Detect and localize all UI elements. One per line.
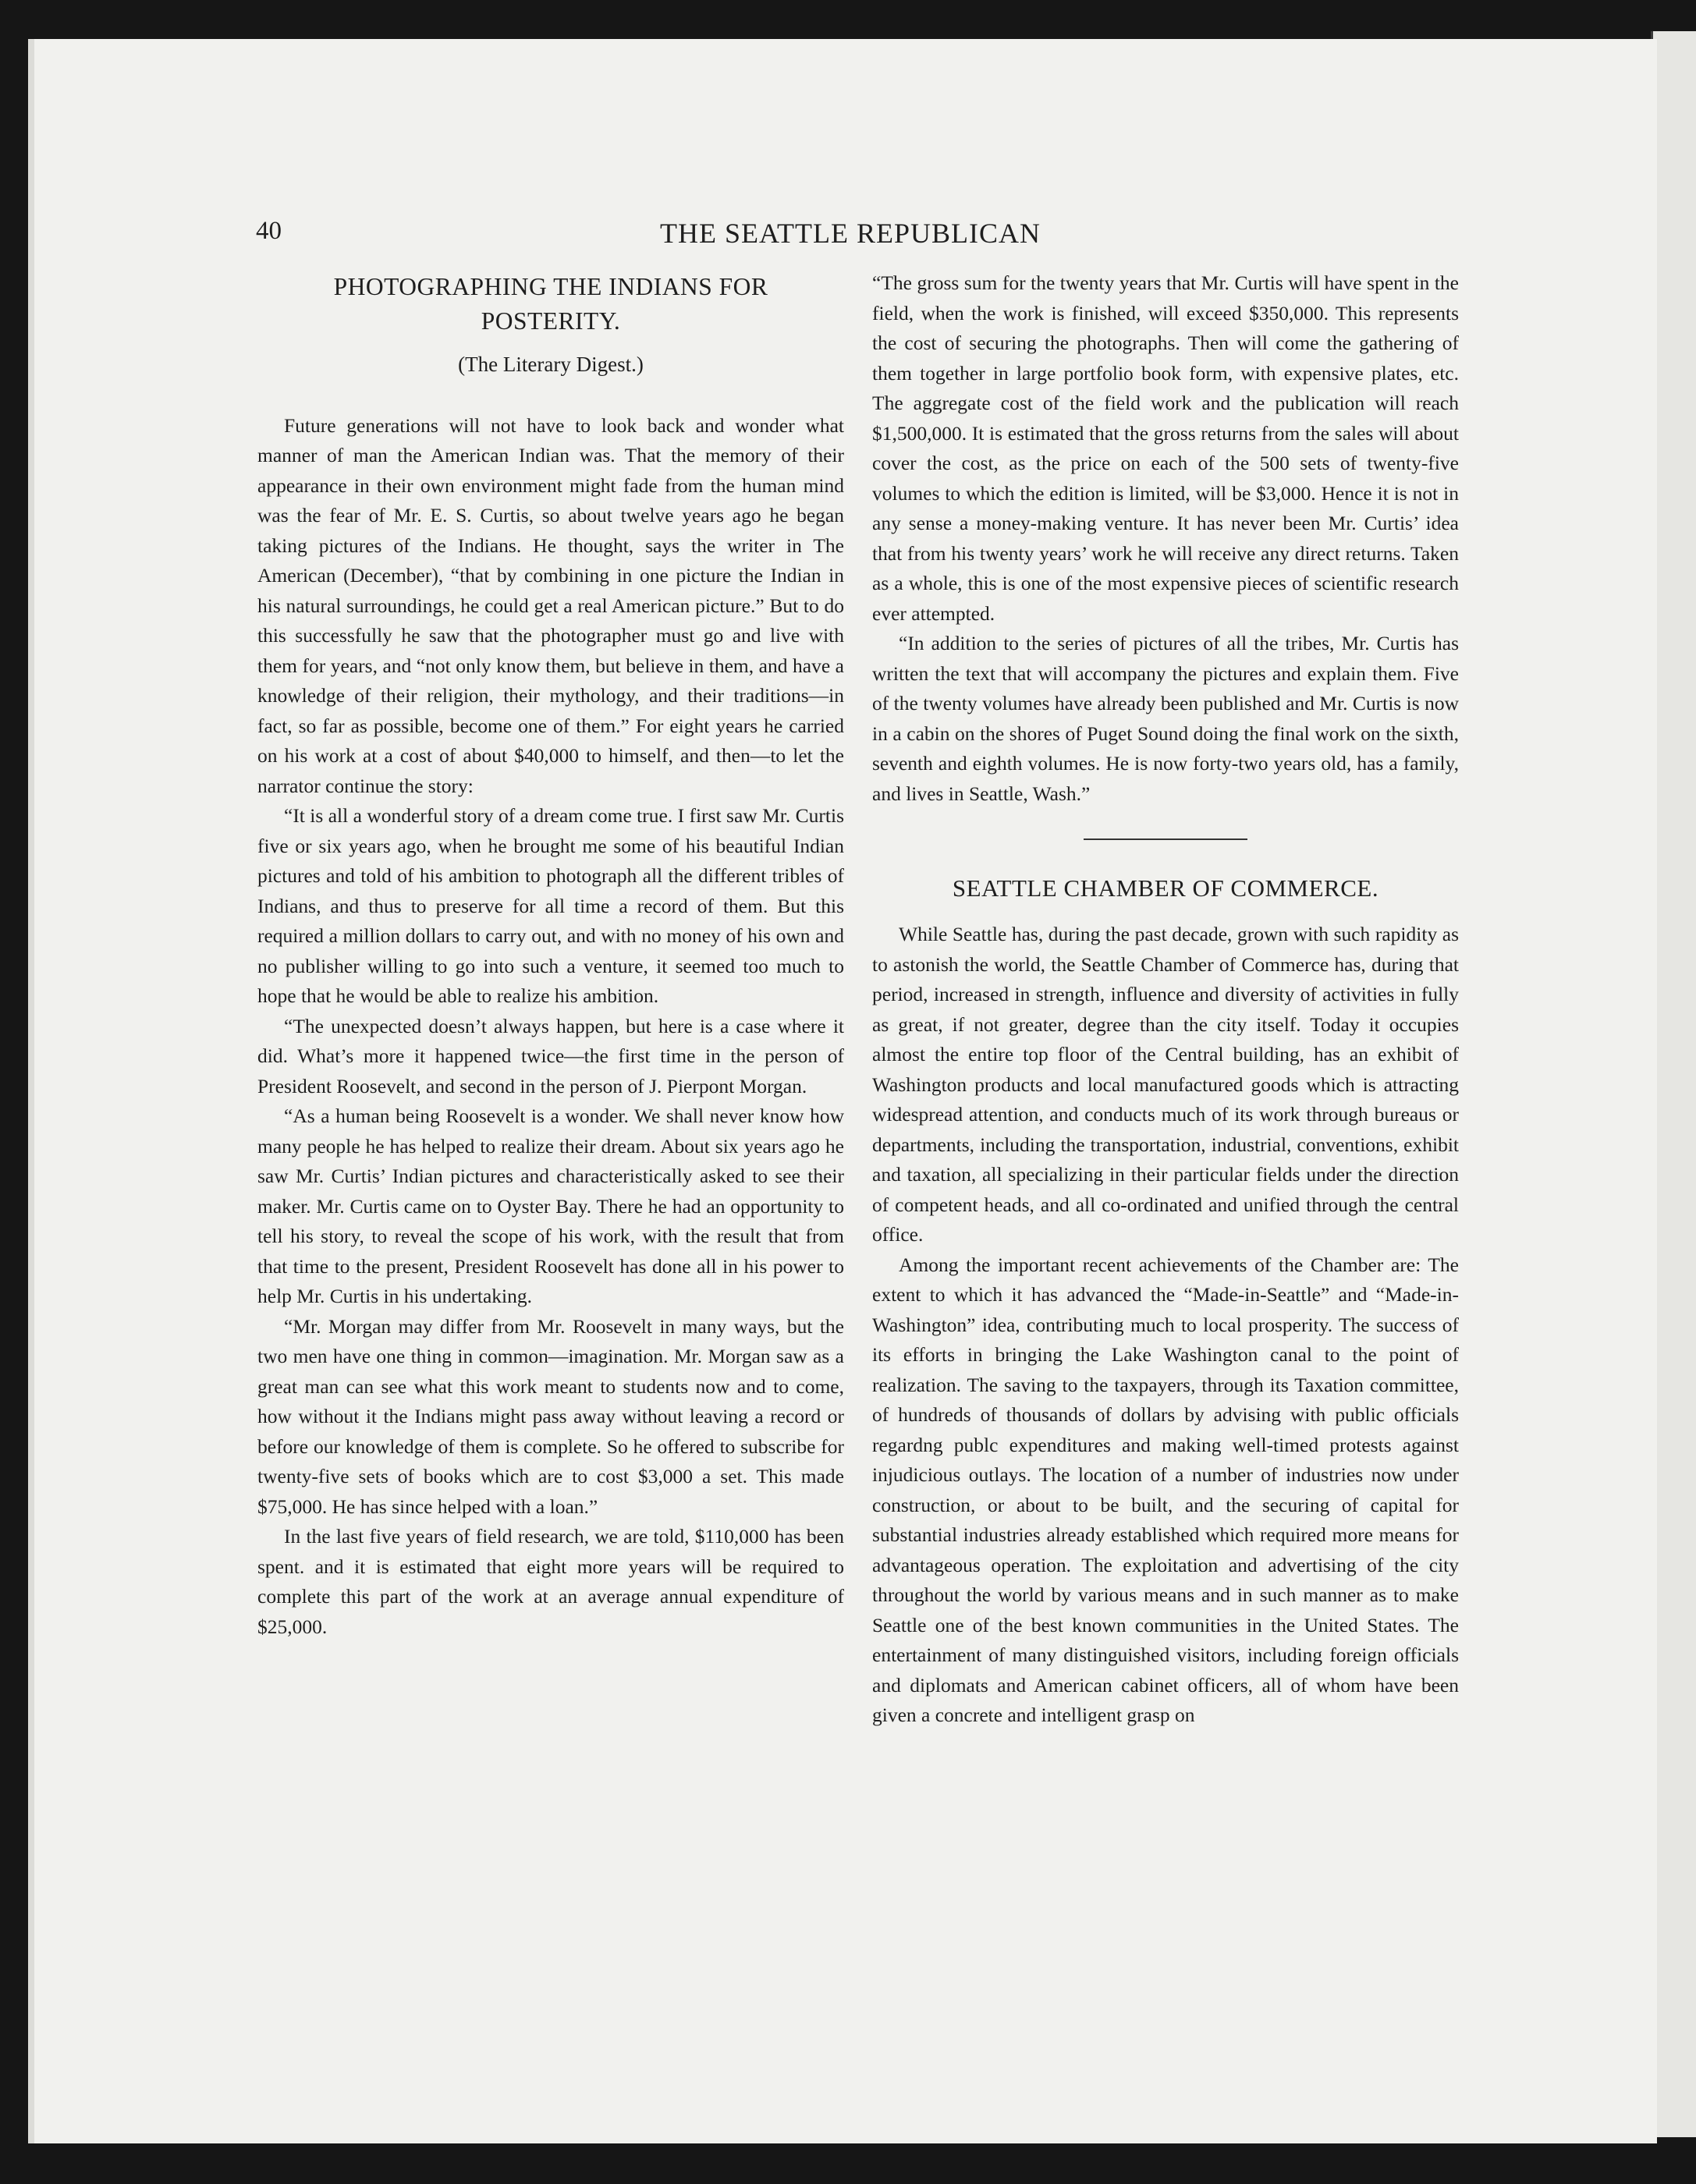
paragraph-continued: “The gross sum for the twenty years that Mr. Curtis will have spent in the field, when the work is finished, will exceed $350,000. This represents the cost of securing the photographs. Then will come the gathering of them together in large portfolio book form, with expensive plates, etc. The aggregate cost of the field work and the publication will reach $1,500,000. It is estimated that the gross returns from the sales will about cover the cost, as the price on each of the 500 sets of twenty-five volumes to which the edition is limited, will be $3,000. Hence it is not in any sense a money-making venture. It has never been Mr. Curtis’ idea that from his twenty years’ work he will receive any direct returns. Taken as a whole, this is one of the most expensive pieces of scientific research ever attempted. <box>872 271 1459 625</box>
running-head: THE SEATTLE REPUBLICAN <box>660 218 1041 249</box>
paragraph: “The unexpected doesn’t always happen, but here is a case where it did. What’s more it happened twice—the first time in the person of President Roosevelt, and second in the person of J. Pierpont Morgan. <box>257 1014 844 1097</box>
paragraph: “It is all a wonderful story of a dream come true. I first saw Mr. Curtis five or six years ago, when he brought me some of his beautiful Indian pictures and told of his ambition to photograph all the different tribles of Indians, and thus to preserve for all time a record of them. But this required a million dollars to carry out, and with no money of his own and no publisher willing to go into such a venture, it seemed too much to hope that he would be able to realize his ambition. <box>257 804 844 1007</box>
paragraph: Future generations will not have to look back and wonder what manner of man the American Indian was. That the memory of their appearance in their own environment might fade from the human mind was the fear of Mr. E. S. Curtis, so about twelve years ago he began taking pictures of the Indians. He thought, says the writer in The American (December), “that by combining in one picture the Indian in his natural surroundings, he could get a real American picture.” But to do this successfully he saw that the photographer must go and live with them for years, and “not only know them, but believe in them, and have a knowledge of their religion, their mythology, and their traditions—in fact, so far as possible, become one of them.” For eight years he carried on his work at a cost of about $40,000 to himself, and then—to let the narrator continue the story: <box>257 413 844 797</box>
facing-page-edge <box>1651 31 1696 2137</box>
section-title: SEATTLE CHAMBER OF COMMERCE. <box>952 874 1379 902</box>
article-title: PHOTOGRAPHING THE INDIANS FOR POSTERITY. <box>333 273 768 335</box>
column-left <box>257 270 844 1642</box>
paragraph: “Mr. Morgan may differ from Mr. Roosevelt in many ways, but the two men have one thing in common—imagination. Mr. Morgan saw as a great man can see what this work meant to students now and to come, how without it the Indians might pass away without leaving a record or before our knowledge of them is complete. So he offered to subscribe for twenty-five sets of books which are to cost $3,000 a set. This made $75,000. He has since helped with a loan.” <box>257 1314 844 1518</box>
paragraph: While Seattle has, during the past decade, grown with such rapidity as to astonish the world, the Seattle Chamber of Commerce has, during that period, increased in strength, influence and diversity of activities in fully as great, if not greater, degree than the city itself. Today it occupies almost the entire top floor of the Central building, has an exhibit of Washington products and local manufactured goods which is attracting widespread attention, and conducts much of its work through bureaus or departments, including the transportation, industrial, conventions, exhibit and taxation, all specializing in their particular fields under the direction of competent heads, and all co-ordinated and unified through the central office. <box>872 923 1459 1246</box>
section-divider <box>1084 838 1247 840</box>
page-header <box>0 217 1696 264</box>
paragraph: “In addition to the series of pictures of all the tribes, Mr. Curtis has written the text that will accompany the pictures and explain them. Five of the twenty volumes have already been published and Mr. Curtis is now in a cabin on the shores of Puget Sound doing the final work on the sixth, seventh and eighth volumes. He is now forty-two years old, has a family, and lives in Seattle, Wash.” <box>872 632 1459 805</box>
paragraph: Among the important recent achievements of the Chamber are: The extent to which it has advanced the “Made-in-Seattle” and “Made-in-Washington” idea, contributing much to local prosperity. The success of its efforts in bringing the Lake Washington canal to the point of realization. The saving to the taxpayers, through its Taxation committee, of hundreds of thousands of dollars by advising with public officials regardng publc expenditures and making well-timed protests against injudicious outlays. The location of a number of industries now under construction, or about to be built, and the securing of capital for substantial industries already established which required more means for advantageous operation. The exploitation and advertising of the city throughout the world by various means and in such manner as to make Seattle one of the best known communities in the United States. The entertainment of many distinguished visitors, including foreign officials and diplomats and American cabinet officers, all of whom have been given a concrete and intelligent grasp on <box>872 1253 1459 1726</box>
article-source: (The Literary Digest.) <box>458 353 644 376</box>
column-right <box>872 268 1459 1731</box>
paragraph: In the last five years of field research, we are told, $110,000 has been spent. and it is estimated that eight more years will be required to complete this part of the work at an average annual expenditure of $25,000. <box>257 1525 844 1638</box>
paragraph: “As a human being Roosevelt is a wonder. We shall never know how many people he has helped to realize their dream. About six years ago he saw Mr. Curtis’ Indian pictures and characteristically asked to see their maker. Mr. Curtis came on to Oyster Bay. There he had an opportunity to tell his story, to reveal the scope of his work, with the result that from that time to the present, President Roosevelt has done all in his power to help Mr. Curtis in his undertaking. <box>257 1104 844 1307</box>
page-number: 40 <box>256 217 282 245</box>
